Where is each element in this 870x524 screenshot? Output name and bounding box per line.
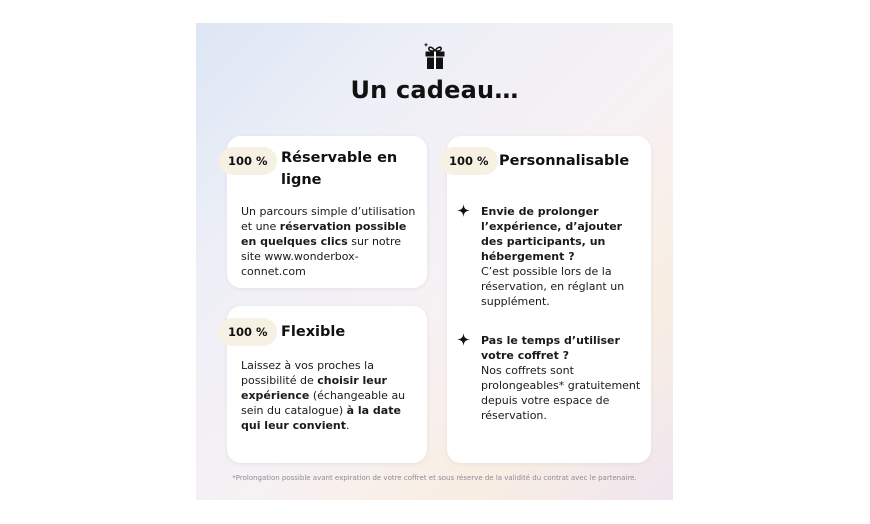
gift-icon	[424, 41, 446, 71]
bullet-text: Nos coffrets sont prolongeables* gratuitement depuis votre espace de réservation.	[481, 364, 641, 422]
card-reservable	[227, 136, 427, 288]
sparkle-icon	[457, 204, 470, 217]
page-title: Un cadeau…	[350, 76, 519, 104]
text-bold-segment: à la date qui leur convient	[241, 404, 401, 432]
bullet-heading: Envie de prolonger l’expérience, d’ajouter des participants, un hébergement ?	[481, 205, 623, 263]
percent-badge: 100 %	[219, 147, 277, 175]
text-segment: sur notre site www.wonderbox-connet.com	[241, 235, 402, 278]
text-bold-segment: réservation possible en quelques clics	[241, 220, 407, 248]
text-segment: Laissez à vos proches la possibilité de	[241, 359, 374, 387]
card-title: Réservable en ligne	[281, 150, 398, 188]
card-personnalisable	[447, 136, 651, 463]
list-item	[481, 333, 641, 423]
card-flexible	[227, 306, 427, 463]
card-description	[241, 358, 419, 433]
text-bold-segment: choisir leur expérience	[241, 374, 387, 402]
card-description	[241, 204, 419, 279]
percent-badge: 100 %	[440, 147, 498, 175]
gift-promo-panel	[196, 23, 673, 500]
bullet-heading: Pas le temps d’utiliser votre coffret ?	[481, 334, 620, 362]
footnote: *Prolongation possible avant expiration de votre coffret et sous réserve de la validité du contrat avec le partenaire.	[232, 474, 637, 482]
percent-badge: 100 %	[219, 318, 277, 346]
text-segment: Un parcours simple d’utilisation et une	[241, 205, 416, 233]
card-title: Personnalisable	[499, 153, 630, 169]
text-segment: .	[346, 419, 350, 432]
text-segment: (échangeable au sein du catalogue)	[241, 389, 406, 417]
bullet-text: C’est possible lors de la réservation, en réglant un supplément.	[481, 265, 625, 308]
sparkle-icon	[457, 333, 470, 346]
list-item	[481, 204, 641, 309]
card-title: Flexible	[281, 324, 346, 340]
